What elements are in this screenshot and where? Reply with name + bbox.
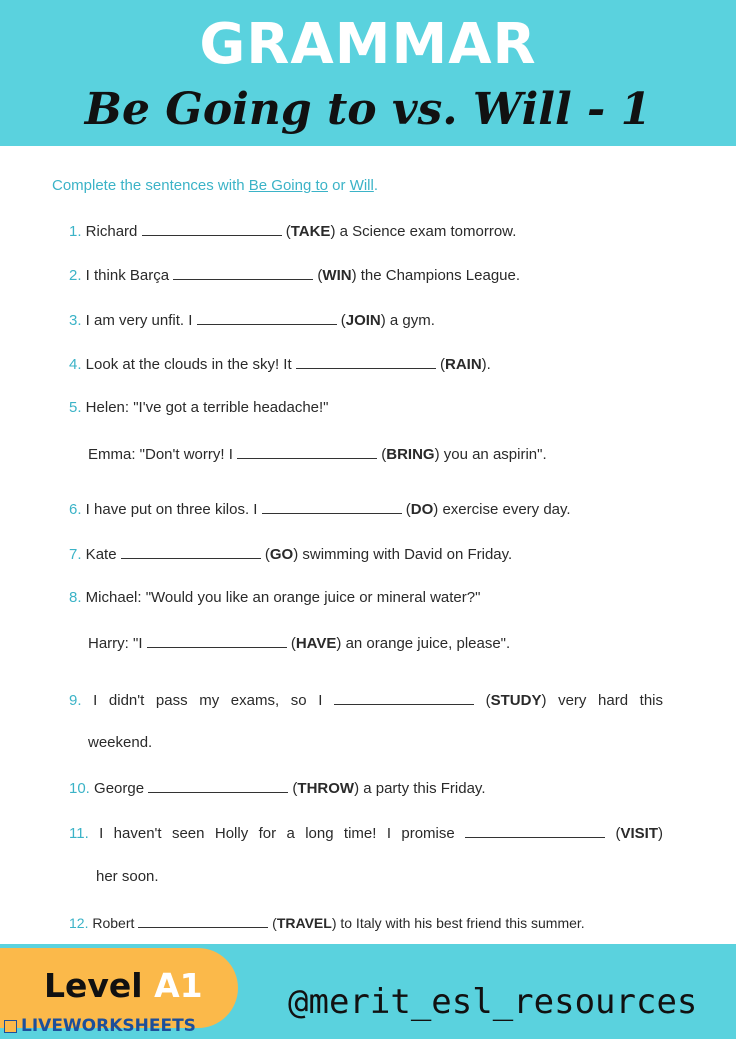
answer-blank[interactable] xyxy=(148,778,288,793)
question-2: 2. I think Barça (WIN) the Champions League. xyxy=(69,267,521,284)
question-text-end: ) a party this Friday. xyxy=(354,780,486,797)
question-number: 4. xyxy=(69,356,82,373)
question-text: Michael: "Would you like an orange juice or mineral water?" xyxy=(81,589,481,606)
question-number: 1. xyxy=(69,223,82,240)
liveworksheets-logo xyxy=(4,1016,196,1036)
question-number: 7. xyxy=(69,546,82,563)
social-handle: @merit_esl_resources xyxy=(288,982,698,1022)
verb-cue: THROW xyxy=(297,780,355,797)
answer-blank[interactable] xyxy=(262,499,402,514)
instructions-pre: Complete the sentences with xyxy=(52,177,249,194)
level-word: Level xyxy=(44,966,143,1005)
question-text: I have put on three kilos. I xyxy=(81,501,262,518)
question-10: 10. George (THROW) a party this Friday. xyxy=(69,780,486,797)
question-9: 9. I didn't pass my exams, so I (STUDY) very hard this xyxy=(69,692,664,709)
question-text-end: ) you an aspirin". xyxy=(434,446,547,463)
question-number: 6. xyxy=(69,501,82,518)
answer-blank[interactable] xyxy=(147,633,287,648)
question-number: 12. xyxy=(69,915,89,931)
question-text-end: ) swimming with David on Friday. xyxy=(293,546,513,563)
question-text-end: ) to Italy with his best friend this summer. xyxy=(331,915,585,931)
question-3: 3. I am very unfit. I (JOIN) a gym. xyxy=(69,312,435,329)
question-12: 12. Robert (TRAVEL) to Italy with his best friend this summer. xyxy=(69,915,585,931)
question-text-end: ) the Champions League. xyxy=(351,267,521,284)
answer-blank[interactable] xyxy=(296,354,436,369)
verb-cue: DO xyxy=(410,501,434,518)
question-number: 9. xyxy=(69,692,82,709)
question-text-end: ) an orange juice, please". xyxy=(336,635,511,652)
question-text: I am very unfit. I xyxy=(81,312,197,329)
answer-blank[interactable] xyxy=(237,444,377,459)
question-number: 10. xyxy=(69,780,90,797)
verb-cue: JOIN xyxy=(345,312,381,329)
question-4: 4. Look at the clouds in the sky! It (RAIN). xyxy=(69,356,491,373)
question-6: 6. I have put on three kilos. I (DO) exercise every day. xyxy=(69,501,571,518)
instructions-mid: or xyxy=(328,177,350,194)
question-11-continuation: her soon. xyxy=(96,868,159,885)
question-text: Robert xyxy=(88,915,139,931)
question-8-continuation: Harry: "I (HAVE) an orange juice, please". xyxy=(88,635,511,652)
question-text: I haven't seen Holly for a long time! I promise xyxy=(88,825,466,842)
answer-blank[interactable] xyxy=(138,913,268,928)
question-number: 11. xyxy=(69,825,89,842)
verb-cue: TRAVEL xyxy=(276,915,332,931)
verb-cue: STUDY xyxy=(490,692,542,709)
verb-cue: GO xyxy=(269,546,294,563)
instructions-post: . xyxy=(373,177,379,194)
answer-blank[interactable] xyxy=(197,310,337,325)
question-11: 11. I haven't seen Holly for a long time! I promise (VISIT) xyxy=(69,825,663,842)
verb-cue: TAKE xyxy=(290,223,331,240)
question-text: I think Barça xyxy=(81,267,174,284)
question-text-end: ) xyxy=(657,825,663,842)
verb-cue: HAVE xyxy=(295,635,337,652)
be-going-to-link[interactable]: Be Going to xyxy=(248,177,328,194)
question-text-end: ) a gym. xyxy=(380,312,435,329)
question-7: 7. Kate (GO) swimming with David on Friday. xyxy=(69,546,513,563)
question-9-continuation: weekend. xyxy=(88,734,153,751)
answer-blank[interactable] xyxy=(334,690,474,705)
question-1: 1. Richard (TAKE) a Science exam tomorrow. xyxy=(69,223,517,240)
question-number: 2. xyxy=(69,267,82,284)
question-5 xyxy=(69,399,669,416)
question-text-end: ) a Science exam tomorrow. xyxy=(330,223,517,240)
liveworksheets-icon xyxy=(4,1020,17,1033)
answer-blank[interactable] xyxy=(465,823,605,838)
page-title: GRAMMAR xyxy=(199,12,537,77)
page-subtitle: Be Going to vs. Will - 1 xyxy=(84,84,652,135)
question-text: Harry: "I xyxy=(88,635,147,652)
will-link[interactable]: Will xyxy=(349,177,374,194)
answer-blank[interactable] xyxy=(173,265,313,280)
answer-blank[interactable] xyxy=(121,544,261,559)
liveworksheets-text: LIVEWORKSHEETS xyxy=(21,1016,196,1036)
question-number: 8. xyxy=(69,589,82,606)
question-number: 5. xyxy=(69,399,82,416)
verb-cue: BRING xyxy=(386,446,435,463)
question-text-end: ). xyxy=(481,356,491,373)
question-number: 3. xyxy=(69,312,82,329)
level-label xyxy=(44,966,203,1005)
question-text: Emma: "Don't worry! I xyxy=(88,446,238,463)
question-text: Kate xyxy=(81,546,121,563)
question-text-end: ) very hard this xyxy=(541,692,664,709)
question-text: Look at the clouds in the sky! It xyxy=(81,356,296,373)
question-text-end: ) exercise every day. xyxy=(433,501,571,518)
verb-cue: RAIN xyxy=(444,356,482,373)
verb-cue: WIN xyxy=(322,267,352,284)
verb-cue: VISIT xyxy=(620,825,658,842)
question-5-continuation: Emma: "Don't worry! I (BRING) you an aspirin". xyxy=(88,446,547,463)
instructions xyxy=(52,177,378,194)
question-8 xyxy=(69,589,669,606)
question-text: Richard xyxy=(81,223,142,240)
question-text: I didn't pass my exams, so I xyxy=(81,692,335,709)
question-text: George xyxy=(89,780,149,797)
question-text: Helen: "I've got a terrible headache!" xyxy=(81,399,329,416)
level-code: A1 xyxy=(154,966,203,1005)
answer-blank[interactable] xyxy=(142,221,282,236)
